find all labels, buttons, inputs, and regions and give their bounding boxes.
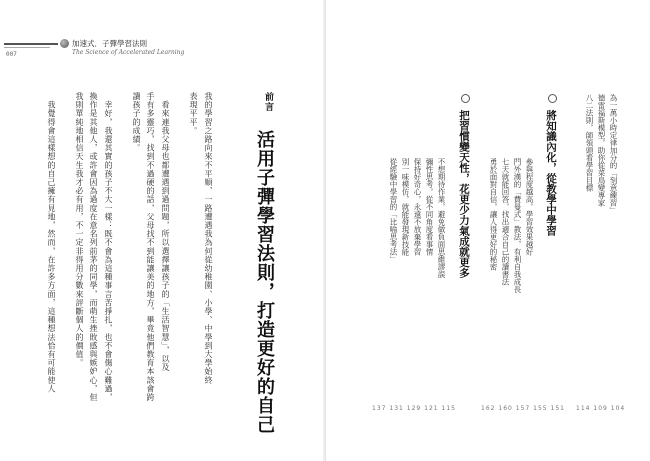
body-column: 讀孩子的成績。 — [132, 92, 141, 153]
preface-label: 前言 — [263, 92, 273, 112]
toc-page-number: 151 — [550, 405, 565, 412]
book-title: 加速式．子彈學習法則 — [72, 39, 147, 48]
toc-page-number: 155 — [533, 405, 548, 412]
section-circle-icon — [461, 94, 470, 103]
right-page — [326, 0, 650, 461]
running-header — [4, 34, 324, 64]
body-column: 我則單純地相信天生我才必有用，不一定非得用分數來評斷個人的價值。 — [75, 92, 84, 368]
header-bullet-icon — [60, 39, 69, 48]
toc-page-number: 114 — [576, 405, 591, 412]
toc-page-numbers — [576, 405, 625, 412]
toc-section-heading: 將知識內化，從教學中學習 — [545, 110, 557, 236]
body-column: 表現平平。 — [189, 92, 198, 135]
body-column: 換作是其他人，或許會因為過度在意名列前茅的同學，而萌生挫敗感與嫉妒心，但 — [89, 92, 98, 402]
header-rule — [4, 43, 58, 45]
toc-page-number: 131 — [389, 405, 404, 412]
body-column: 我的學習之路向來不平順，一路遭遇我為何從幼稚園、小學、中學到大學始終 — [204, 92, 213, 385]
body-column: 看來連我父母也都遭遇到過問題，所以選擇讓孩子的「生活智慧」，以及 — [161, 92, 170, 372]
toc-page-numbers — [372, 405, 456, 412]
toc-page-number: 157 — [515, 405, 531, 412]
toc-page-number: 115 — [441, 405, 456, 412]
toc-section-heading: 把習慣變天性，花更少力氣成就更多 — [458, 110, 470, 278]
toc-item: 參與程度越高，學習效果越好 — [525, 158, 534, 256]
toc-item: 德雷福斯模型，助你從菜鳥變專家 — [597, 94, 606, 207]
toc-item: 保持好奇心，永遠不放棄學習 — [413, 158, 422, 256]
toc-item: 別一味模仿，就能發現新技能 — [401, 158, 410, 256]
body-column: 我覺得會這樣想的自己擁有見地，然而，在許多方面，這種想法恰有可能使人 — [47, 92, 56, 393]
body-column: 手有多靈巧，找到不過硬的話，父母找不到能讓美的地方，畢竟他們教育本該會跨 — [146, 92, 155, 402]
toc-item: 為一萬小時定律加分的「刻意練習」 — [609, 94, 618, 214]
toc-page-number: 137 — [372, 405, 387, 412]
header-rule-thin — [4, 47, 50, 48]
toc-page-number: 162 — [481, 405, 496, 412]
toc-page-number: 109 — [593, 405, 608, 412]
book-subtitle: The Science of Accelerated Learning — [72, 49, 185, 56]
body-column: 幸好，我還其實的孩子不大一樣：既不會為這種事言苦掙扎，也不會傷心難過， — [104, 92, 113, 402]
toc-item: 門外漢的「費曼式」教法，有利自我成長 — [513, 158, 522, 293]
toc-page-numbers — [481, 405, 565, 412]
page-number: 007 — [6, 51, 17, 58]
toc-item: 從經驗中學習的「比喻思考法」 — [389, 158, 398, 263]
toc-page-number: 160 — [498, 405, 513, 412]
toc-item: 彌性思考，從不同角度看事情 — [425, 158, 434, 256]
toc-page-number: 104 — [610, 405, 626, 412]
toc-page-number: 121 — [424, 405, 439, 412]
preface-title: 活用子彈學習法則，打造更好的自己 — [254, 130, 275, 434]
toc-item: 八二法則，師領頭看學習目標 — [585, 94, 594, 192]
toc-item: 不想期待作業，避免做負面思維謬誤 — [437, 158, 446, 278]
section-circle-icon — [548, 94, 557, 103]
toc-item: 勇於面對自信，讓人得更好的秘密 — [489, 158, 498, 271]
toc-item: 七天就能回答，找出適合自己的讀書法 — [501, 158, 510, 286]
toc-page-number: 129 — [406, 405, 422, 412]
